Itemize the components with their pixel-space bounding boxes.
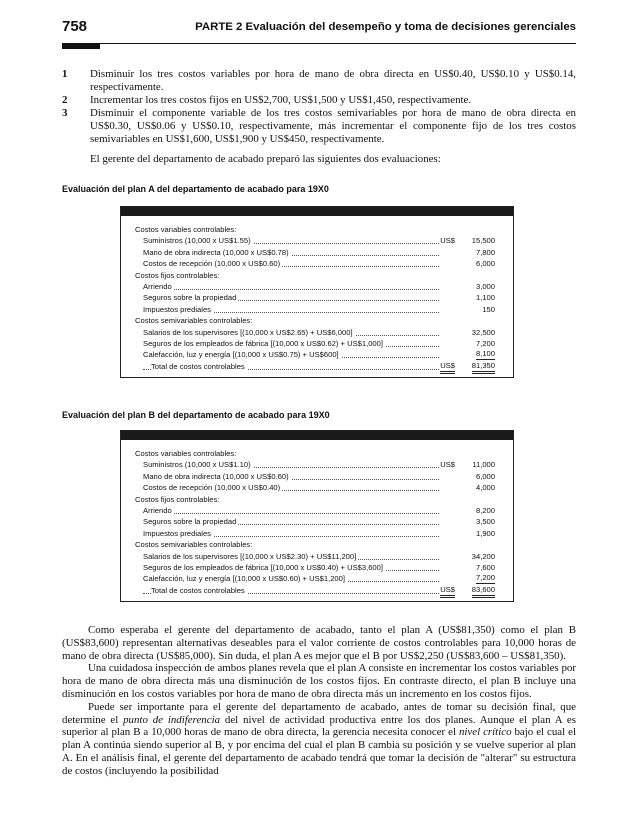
row-label: Total de costos controlables bbox=[151, 361, 245, 371]
page-number: 758 bbox=[62, 18, 88, 35]
table-row bbox=[135, 327, 499, 338]
table-row bbox=[135, 516, 499, 527]
table-row bbox=[135, 573, 499, 584]
table-header-bar bbox=[121, 207, 513, 216]
table-row bbox=[135, 551, 499, 562]
list-text: Incrementar los tres costos fijos en US$2,700, US$1,500 y US$1,450, respectivamente. bbox=[90, 94, 472, 106]
header-rule bbox=[62, 43, 576, 44]
plan-b-title: Evaluación del plan B del departamento de acabado para 19X0 bbox=[62, 410, 330, 420]
table-row bbox=[135, 459, 499, 470]
row-currency: US$ bbox=[440, 361, 455, 374]
table-row bbox=[135, 247, 499, 258]
row-label: Mano de obra indirecta (10,000 x US$0.60) bbox=[143, 471, 289, 481]
table-group-heading bbox=[135, 539, 499, 550]
table-row bbox=[135, 349, 499, 360]
body-paragraph-3-part-c: bajo el cual el plan A continúa siendo superior al B, y por encima del cual el plan B cambia su posición y se vuelve superior al plan A. En el análisis final, el gerente del departamento de acabado tendrá que tomar la decisión de "alterar" su estructura de costos (incluyendo la posibilidad bbox=[62, 726, 576, 777]
row-value: 7,200 bbox=[475, 338, 495, 348]
plan-b-table bbox=[120, 430, 514, 602]
critical-level-term: nivel crítico bbox=[458, 726, 512, 739]
row-label: Costos fijos controlables: bbox=[135, 270, 220, 280]
row-label: Seguros sobre la propiedad bbox=[143, 517, 237, 527]
leader-dots bbox=[143, 289, 439, 290]
list-number: 3 bbox=[62, 107, 68, 119]
row-value: 3,000 bbox=[475, 281, 495, 291]
list-text: Disminuir los tres costos variables por hora de mano de obra directa en US$0.40, US$0.10 y US$0.14, respectivamente. bbox=[90, 68, 576, 93]
row-value: 7,600 bbox=[475, 562, 495, 572]
row-label: Calefacción, luz y energía [(10,000 x US$0.75) + US$600] bbox=[143, 350, 339, 360]
table-row bbox=[135, 562, 499, 573]
row-label: Suministros (10,000 x US$1.55) bbox=[143, 236, 251, 246]
leader-dots bbox=[143, 513, 439, 514]
table-group-heading bbox=[135, 224, 499, 235]
intro-paragraph: El gerente del departamento de acabado preparó las siguientes dos evaluaciones: bbox=[90, 153, 441, 165]
header-tab-mark bbox=[62, 43, 100, 49]
plan-a-rows bbox=[135, 224, 499, 372]
list-number: 2 bbox=[62, 94, 68, 106]
row-label: Suministros (10,000 x US$1.10) bbox=[143, 460, 251, 470]
indifference-point-term: punto de indiferencia bbox=[123, 713, 221, 726]
row-currency: US$ bbox=[440, 585, 455, 598]
table-row bbox=[135, 304, 499, 315]
row-label: Arriendo bbox=[143, 505, 172, 515]
table-total-row bbox=[135, 585, 499, 596]
row-label: Costos de recepción (10,000 x US$0.40) bbox=[143, 483, 281, 493]
row-value: 1,900 bbox=[475, 528, 495, 538]
row-currency: US$ bbox=[440, 236, 455, 246]
body-paragraph-2: Una cuidadosa inspección de ambos planes revela que el plan A consiste en incrementar los costos variables por hora de mano de obra directa más una disminución de los costos fijos. En contraste directo, el plan B incluye una disminución en los costos variables por hora de mano de obra directa más un incremento en los costos fijos. bbox=[62, 662, 576, 700]
table-group-heading bbox=[135, 448, 499, 459]
row-label: Arriendo bbox=[143, 281, 172, 291]
row-label: Costos semivariables controlables: bbox=[135, 316, 253, 326]
row-value: 32,500 bbox=[471, 327, 495, 337]
table-group-heading bbox=[135, 315, 499, 326]
row-value: 8,200 bbox=[475, 505, 495, 515]
row-value: 4,000 bbox=[475, 483, 495, 493]
numbered-list bbox=[62, 68, 576, 146]
row-value: 6,000 bbox=[475, 259, 495, 269]
row-value: 150 bbox=[482, 304, 495, 314]
row-label: Costos variables controlables: bbox=[135, 449, 237, 458]
row-label: Salarios de los supervisores [(10,000 x US$2.65) + US$6,000] bbox=[143, 327, 353, 337]
list-item bbox=[62, 94, 576, 107]
list-text: Disminuir el componente variable de los tres costos semivariables por hora de mano de obra directa en US$0.30, US$0.06 y US$0.10, respectivamente, más incrementar el componente fijo de los tres costos semivariables en US$1,600, US$1,900 y US$450, respectivamente. bbox=[90, 107, 576, 145]
table-row bbox=[135, 471, 499, 482]
row-label: Impuestos prediales bbox=[143, 304, 211, 314]
row-label: Seguros sobre la propiedad bbox=[143, 293, 237, 303]
table-row bbox=[135, 528, 499, 539]
table-row bbox=[135, 505, 499, 516]
table-row bbox=[135, 482, 499, 493]
row-value: 34,200 bbox=[471, 551, 495, 561]
list-item bbox=[62, 68, 576, 94]
row-value: 3,500 bbox=[475, 517, 495, 527]
row-label: Costos variables controlables: bbox=[135, 225, 237, 234]
table-row bbox=[135, 338, 499, 349]
row-label: Seguros de los empleados de fábrica [(10,000 x US$0.62) + US$1,000] bbox=[143, 338, 383, 348]
row-currency: US$ bbox=[440, 460, 455, 470]
row-value: 6,000 bbox=[475, 471, 495, 481]
plan-a-title: Evaluación del plan A del departamento de acabado para 19X0 bbox=[62, 184, 329, 194]
list-item bbox=[62, 107, 576, 146]
row-label: Salarios de los supervisores [(10,000 x US$2.30) + US$11,200] bbox=[143, 551, 357, 561]
row-value: 7,800 bbox=[475, 247, 495, 257]
row-label: Mano de obra indirecta (10,000 x US$0.78) bbox=[143, 247, 289, 257]
body-paragraph-3 bbox=[62, 701, 576, 778]
row-label: Costos de recepción (10,000 x US$0.60) bbox=[143, 259, 281, 269]
table-row bbox=[135, 281, 499, 292]
table-row bbox=[135, 258, 499, 269]
row-label: Impuestos prediales bbox=[143, 528, 211, 538]
row-label: Seguros de los empleados de fábrica [(10,000 x US$0.40) + US$3,600] bbox=[143, 562, 383, 572]
row-value: 15,500 bbox=[471, 236, 495, 246]
table-row bbox=[135, 235, 499, 246]
plan-b-rows bbox=[135, 448, 499, 596]
row-label: Calefacción, luz y energía [(10,000 x US$0.60) + US$1,200] bbox=[143, 574, 345, 584]
table-row bbox=[135, 292, 499, 303]
row-value: 83,600 bbox=[472, 585, 495, 598]
running-title: PARTE 2 Evaluación del desempeño y toma de decisiones gerenciales bbox=[195, 21, 576, 33]
body-paragraph-3-part-b: del nivel de actividad productiva entre los dos planes. Aunque el plan A es superior al plan B a 10,000 horas de mano de obra directa, la gerencia necesita conocer el bbox=[62, 713, 576, 739]
body-text bbox=[62, 624, 576, 778]
page-header bbox=[62, 18, 576, 38]
row-value: 11,000 bbox=[472, 460, 495, 470]
row-label: Costos fijos controlables: bbox=[135, 494, 220, 504]
row-value: 7,200 bbox=[475, 573, 495, 583]
body-paragraph-1: Como esperaba el gerente del departamento de acabado, tanto el plan A (US$81,350) como el plan B (US$83,600) representan alternativas deseables para el valor corriente de costos controlables para 10,000 horas de mano de obra directa (US$85,000). Sin duda, el plan A es mejor que el B por US$2,250 (US$83,600 – US$81,350). bbox=[62, 624, 576, 662]
row-label: Total de costos controlables bbox=[151, 585, 245, 595]
table-group-heading bbox=[135, 494, 499, 505]
row-value: 8,100 bbox=[475, 349, 495, 359]
row-label: Costos semivariables controlables: bbox=[135, 540, 253, 550]
plan-a-table bbox=[120, 206, 514, 378]
list-number: 1 bbox=[62, 68, 68, 80]
table-header-bar bbox=[121, 431, 513, 440]
row-value: 1,100 bbox=[475, 293, 495, 303]
table-total-row bbox=[135, 361, 499, 372]
row-value: 81,350 bbox=[472, 361, 495, 374]
table-group-heading bbox=[135, 270, 499, 281]
body-paragraph-3-part-a: Puede ser importante para el gerente del departamento de acabado, antes de tomar su decisión final, que determine el bbox=[62, 700, 576, 726]
